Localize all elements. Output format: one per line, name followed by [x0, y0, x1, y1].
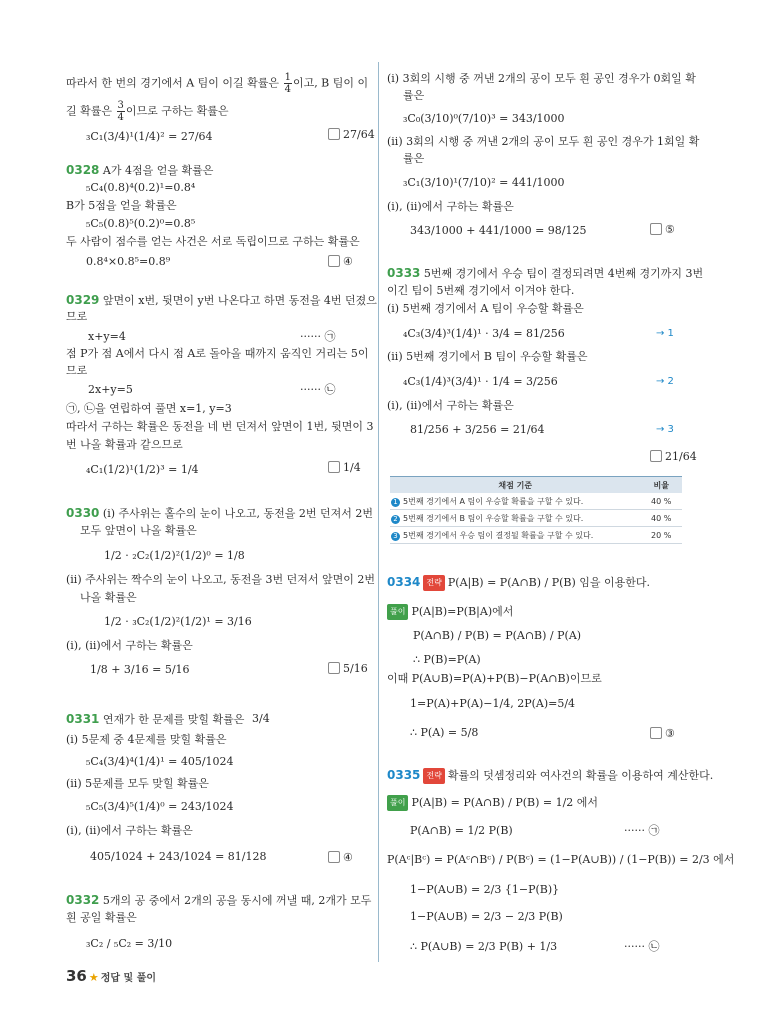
answer-mark: 5/16 — [328, 662, 368, 675]
formula: 2x+y=5 — [88, 383, 133, 396]
answer-box-icon — [650, 223, 662, 235]
star-icon: ★ — [88, 971, 99, 984]
formula: x+y=4 — [88, 330, 126, 343]
answer-box-icon — [328, 128, 340, 140]
equation-ref: ······ ㉡ — [300, 383, 336, 396]
formula: ₅C₅(3/4)⁵(1/4)⁰ = 243/1024 — [86, 800, 234, 813]
formula: P(A∩B) = 1/2 P(B) — [410, 824, 513, 837]
column-divider — [378, 62, 379, 962]
text-line: 흰 공일 확률은 — [66, 911, 137, 924]
number-badge: 3 — [391, 532, 400, 541]
formula: 1/2 · ₂C₂(1/2)²(1/2)⁰ = 1/8 — [104, 549, 245, 562]
problem-number: 0335 — [387, 768, 421, 782]
strategy-tag: 전략 — [423, 575, 444, 591]
formula: P(A∩B) / P(B) = P(A∩B) / P(A) — [413, 629, 582, 642]
problem-number: 0330 — [66, 506, 100, 520]
text-line: 나올 확률은 — [80, 591, 137, 604]
answer-mark: ④ — [328, 851, 353, 864]
criteria-text: 5번째 경기에서 B 팀이 우승할 확률을 구할 수 있다. — [403, 513, 584, 523]
solution-tag: 풀이 — [387, 604, 408, 620]
table-row — [390, 527, 682, 544]
problem-0328-line: 0328 A가 4점을 얻을 확률은 — [66, 163, 214, 177]
ratio-cell: 40 % — [640, 493, 682, 510]
formula: ∴ P(A) = 5/8 — [410, 726, 479, 739]
text-line: 점 P가 점 A에서 다시 점 A로 돌아올 때까지 움직인 거리는 5이 — [66, 347, 369, 360]
table-row — [390, 493, 682, 510]
formula: P(Aᶜ|Bᶜ) = P(Aᶜ∩Bᶜ) / P(Bᶜ) = (1−P(A∪B)) / (1−P(B)) = 2/3 에서 — [387, 853, 735, 866]
equation-ref: ······ ㉡ — [624, 940, 660, 953]
problem-0335-line: 0335 전략 확률의 덧셈정리와 여사건의 확률을 이용하여 계산한다. — [387, 768, 714, 782]
text-line: 번 나올 확률과 같으므로 — [66, 438, 183, 451]
problem-0331-line: 0331 연재가 한 문제를 맞힐 확률은 — [66, 712, 245, 726]
equation-ref: ······ ㉠ — [624, 824, 660, 837]
text-line: 풀이 P(A|B)=P(B|A)에서 — [387, 604, 513, 620]
formula: 0.8⁴×0.8⁵=0.8⁹ — [86, 255, 171, 268]
text-line: 률은 — [403, 89, 425, 102]
answer-mark: ⑤ — [650, 223, 675, 236]
formula: 405/1024 + 243/1024 = 81/128 — [90, 850, 267, 863]
formula: ₅C₅(0.8)⁵(0.2)⁰=0.8⁵ — [86, 217, 196, 230]
solution-tag: 풀이 — [387, 795, 408, 811]
text-line: (i), (ii)에서 구하는 확률은 — [66, 639, 193, 652]
text-line: (ii) 3회의 시행 중 꺼낸 2개의 공이 모두 흰 공인 경우가 1회일 확 — [387, 135, 700, 148]
text-line: (ii) 주사위는 짝수의 눈이 나오고, 동전을 3번 던져서 앞면이 2번 — [66, 573, 375, 586]
grading-header-criteria: 채점 기준 — [390, 477, 640, 494]
text-line: 따라서 구하는 확률은 동전을 네 번 던져서 앞면이 1번, 뒷면이 3 — [66, 420, 374, 433]
text-line: (ii) 5번째 경기에서 B 팀이 우승할 확률은 — [387, 350, 588, 363]
formula: 1/8 + 3/16 = 5/16 — [90, 663, 190, 676]
number-badge: 2 — [391, 515, 400, 524]
text-line: 이긴 팀이 5번째 경기에서 이겨야 한다. — [387, 284, 575, 297]
answer-box-icon — [328, 662, 340, 674]
problem-0329-line: 0329 앞면이 x번, 뒷면이 y번 나온다고 하면 동전을 4번 던졌으 — [66, 293, 377, 307]
formula: 3/4 — [252, 712, 270, 725]
ratio-cell: 40 % — [640, 510, 682, 527]
text-line: ㉠, ㉡을 연립하여 풀면 x=1, y=3 — [66, 402, 232, 415]
ratio-cell: 20 % — [640, 527, 682, 544]
formula: ∴ P(B)=P(A) — [413, 653, 481, 666]
text-line: 모두 앞면이 나올 확률은 — [80, 524, 197, 537]
table-row — [390, 510, 682, 527]
answer-box-icon — [650, 450, 662, 462]
formula: ₄C₁(1/2)¹(1/2)³ = 1/4 — [86, 463, 199, 476]
formula: ₃C₂ / ₅C₂ = 3/10 — [86, 937, 173, 950]
text-line: 이때 P(A∪B)=P(A)+P(B)−P(A∩B)이므로 — [387, 672, 602, 685]
problem-number: 0331 — [66, 712, 100, 726]
text-line: 므로 — [66, 310, 88, 323]
text-line: (i), (ii)에서 구하는 확률은 — [387, 399, 514, 412]
page-number: 36 — [66, 967, 87, 985]
formula: ₅C₄(3/4)⁴(1/4)¹ = 405/1024 — [86, 755, 234, 768]
problem-0332-line: 0332 5개의 공 중에서 2개의 공을 동시에 꺼낼 때, 2개가 모두 — [66, 893, 372, 907]
formula: ∴ P(A∪B) = 2/3 P(B) + 1/3 — [410, 940, 558, 953]
formula: ₅C₄(0.8)⁴(0.2)¹=0.8⁴ — [86, 181, 196, 194]
formula: 343/1000 + 441/1000 = 98/125 — [410, 224, 587, 237]
formula: ₃C₀(3/10)⁰(7/10)³ = 343/1000 — [403, 112, 565, 125]
strategy-tag: 전략 — [423, 768, 444, 784]
formula: 1=P(A)+P(A)−1/4, 2P(A)=5/4 — [410, 697, 576, 710]
formula: 1/2 · ₃C₂(1/2)²(1/2)¹ = 3/16 — [104, 615, 252, 628]
criteria-text: 5번째 경기에서 우승 팀이 결정될 확률을 구할 수 있다. — [403, 530, 594, 540]
formula: ₄C₃(3/4)³(1/4)¹ · 3/4 = 81/256 — [403, 327, 565, 340]
answer-box-icon — [328, 851, 340, 863]
text-line: 풀이 P(A|B) = P(A∩B) / P(B) = 1/2 에서 — [387, 795, 598, 811]
text-line: B가 5점을 얻을 확률은 — [66, 199, 177, 212]
problem-number: 0334 — [387, 575, 421, 589]
step-marker: → 1 — [656, 328, 674, 339]
answer-box-icon — [328, 255, 340, 267]
answer-mark: ④ — [328, 255, 353, 268]
page-footer — [66, 966, 156, 985]
number-badge: 1 — [391, 498, 400, 507]
text-line: 길 확률은 $\frac{3}{4}$ 이므로 구하는 확률은 — [66, 100, 229, 123]
problem-0333-line: 0333 5번째 경기에서 우승 팀이 결정되려면 4번째 경기까지 3번 — [387, 266, 704, 280]
text-line: 므로 — [66, 364, 88, 377]
text-line: (i), (ii)에서 구하는 확률은 — [66, 824, 193, 837]
answer-mark: 21/64 — [650, 450, 697, 463]
text-line: 두 사람이 점수를 얻는 사건은 서로 독립이므로 구하는 확률은 — [66, 235, 360, 248]
problem-number: 0332 — [66, 893, 100, 907]
text-line: (i) 3회의 시행 중 꺼낸 2개의 공이 모두 흰 공인 경우가 0회일 확 — [387, 72, 696, 85]
text-line: (i) 5번째 경기에서 A 팀이 우승할 확률은 — [387, 302, 584, 315]
formula: 1−P(A∪B) = 2/3 − 2/3 P(B) — [410, 910, 563, 923]
text-line: (ii) 5문제를 모두 맞힐 확률은 — [66, 777, 209, 790]
step-marker: → 2 — [656, 376, 674, 387]
answer-box-icon — [650, 727, 662, 739]
problem-number: 0329 — [66, 293, 100, 307]
text-line: 따라서 한 번의 경기에서 A 팀이 이길 확률은 $\frac{1}{4}$ 이고, B 팀이 이 — [66, 72, 369, 95]
step-marker: → 3 — [656, 424, 674, 435]
footer-label: 정답 및 풀이 — [100, 973, 157, 984]
equation-ref: ······ ㉠ — [300, 330, 336, 343]
criteria-text: 5번째 경기에서 A 팀이 우승할 확률을 구할 수 있다. — [403, 496, 584, 506]
grading-header-ratio: 비율 — [640, 477, 682, 494]
problem-0330-line: 0330 (i) 주사위는 홀수의 눈이 나오고, 동전을 2번 던져서 2번 — [66, 506, 373, 520]
formula: 81/256 + 3/256 = 21/64 — [410, 423, 545, 436]
answer-mark: ③ — [650, 727, 675, 740]
answer-mark: 27/64 — [328, 128, 375, 141]
formula: ₄C₃(1/4)³(3/4)¹ · 1/4 = 3/256 — [403, 375, 558, 388]
text-line: 률은 — [403, 152, 425, 165]
formula: ₃C₁(3/4)¹(1/4)² = 27/64 — [86, 130, 213, 143]
problem-0334-line: 0334 전략 P(A|B) = P(A∩B) / P(B) 임을 이용한다. — [387, 575, 651, 589]
answer-box-icon — [328, 461, 340, 473]
formula: 1−P(A∪B) = 2/3 {1−P(B)} — [410, 883, 560, 896]
text-line: (i), (ii)에서 구하는 확률은 — [387, 200, 514, 213]
problem-number: 0333 — [387, 266, 421, 280]
problem-number: 0328 — [66, 163, 100, 177]
text-line: (i) 5문제 중 4문제를 맞힐 확률은 — [66, 733, 227, 746]
grading-table — [390, 476, 682, 544]
answer-mark: 1/4 — [328, 461, 361, 474]
formula: ₃C₁(3/10)¹(7/10)² = 441/1000 — [403, 176, 565, 189]
